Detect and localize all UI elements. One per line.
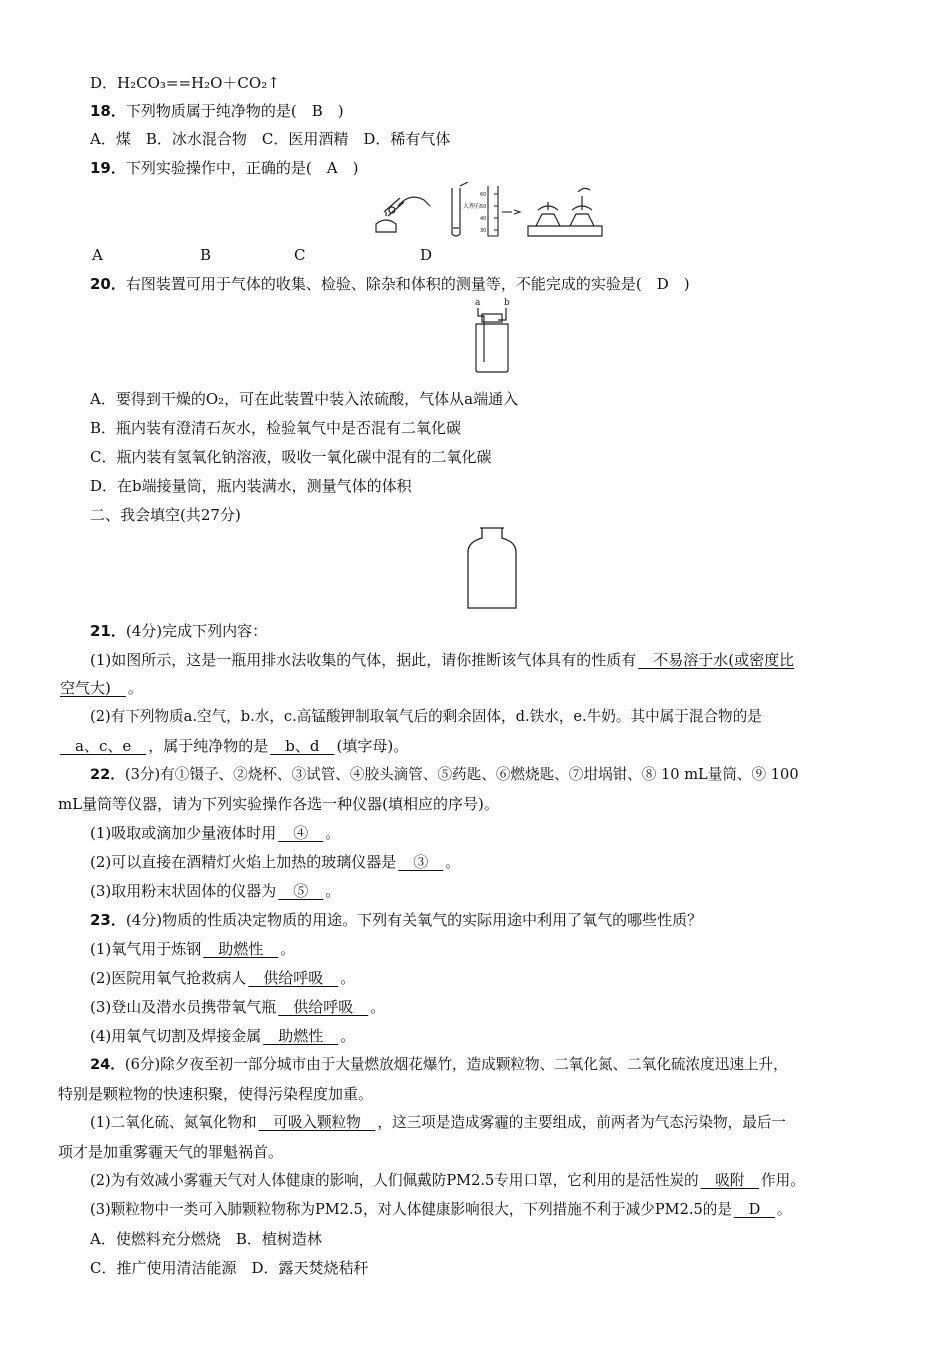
q23-part4-text: (4)用氧气切割及焊接金属 [90, 1027, 262, 1045]
q19-scale-30: 30 [480, 228, 487, 234]
q17-option-d: D．H₂CO₃==H₂O＋CO₂↑ [90, 74, 280, 92]
q22-part2 [90, 851, 460, 873]
q23-part2-end: 。 [340, 969, 356, 987]
q22-part3-end: 。 [325, 882, 341, 900]
q20-close: ) [668, 275, 690, 293]
q24-part2-text: (2)为有效减小雾霾天气对人体健康的影响，人们佩戴防PM2.5专用口罩，它利用的是活性炭的 [90, 1172, 699, 1189]
q21-part2-cont [58, 735, 408, 757]
q18-close: ) [322, 102, 344, 120]
q19-text: 下列实验操作中，正确的是( [125, 159, 327, 177]
q20-answer: D [656, 275, 669, 293]
q23-stem [90, 909, 702, 931]
q19-scale-60: 60 [480, 192, 487, 198]
q20-option-d: D．在b端接量筒，瓶内装满水，测量气体的体积 [90, 477, 412, 495]
balance-drawing [528, 188, 602, 236]
q19-number: 19． [90, 159, 126, 177]
q22-part2-end: 。 [445, 853, 461, 871]
q22-part2-text: (2)可以直接在酒精灯火焰上加热的玻璃仪器是 [90, 853, 397, 871]
q23-part2-answer: 供给呼吸 [248, 969, 339, 987]
q24-part3-answer: D [734, 1201, 775, 1218]
q19-scale-40: 40 [480, 216, 487, 222]
q24-part1 [90, 1112, 786, 1134]
q24-part2 [90, 1170, 805, 1192]
q24-number: 24． [90, 1056, 125, 1073]
q24-part3-text: (3)颗粒物中一类可入肺颗粒物称为PM2.5，对人体健康影响很大，下列措施不利于减少PM2.5的是 [90, 1201, 732, 1218]
q18-options: A．煤 B．冰水混合物 C．医用酒精 D．稀有气体 [90, 130, 451, 148]
q21-part2-end: (填字母)。 [336, 737, 409, 755]
q24-part2-end: 作用。 [761, 1172, 805, 1189]
q20-port-b: b [504, 298, 510, 308]
q21-part2-text: (2)有下列物质a.空气，b.水，c.高锰酸钾制取氧气后的剩余固体，d.铁水，e.牛奶。其中属于混合物的是 [90, 708, 762, 725]
q22-part3-text: (3)取用粉末状固体的仪器为 [90, 882, 277, 900]
q22-part1-text: (1)吸取或滴加少量液体时用 [90, 824, 277, 842]
q20-text: 右图装置可用于气体的收集、检验、除杂和体积的测量等，不能完成的实验是( [125, 275, 657, 293]
q19-answer: A [326, 159, 338, 177]
q23-part1-answer: 助燃性 [203, 940, 279, 958]
q21-part2 [90, 706, 762, 728]
q22-part1-answer: ④ [278, 824, 324, 842]
q20-option-b: B．瓶内装有澄清石灰水，检验氧气中是否混有二氧化碳 [90, 419, 462, 437]
q19-figure [370, 182, 610, 240]
q24-part1-answer: 可吸入颗粒物 [258, 1114, 376, 1131]
q21-part1-text: (1)如图所示，这是一瓶用排水法收集的气体，据此，请你推断该气体具有的性质有 [90, 651, 637, 669]
q22-part3-answer: ⑤ [278, 882, 324, 900]
q23-part1 [90, 938, 295, 960]
q22-stem-cont: mL量筒等仪器，请为下列实验操作各选一种仪器(填相应的序号)。 [58, 795, 499, 813]
q24-part1-text: (1)二氧化硫、氮氧化物和 [90, 1114, 257, 1131]
q23-part2 [90, 967, 355, 989]
q23-text: (4分)物质的性质决定物质的用途。下列有关氧气的实际用途中利用了氧气的哪些性质？ [125, 911, 703, 929]
q22-part1-end: 。 [325, 824, 341, 842]
q23-part3-end: 。 [370, 998, 386, 1016]
q21-number: 21． [90, 622, 126, 640]
q20-option-a: A．要得到干燥的O₂，可在此装置中装入浓硫酸，气体从a端通入 [90, 390, 519, 408]
q23-part3-answer: 供给呼吸 [278, 998, 369, 1016]
q21-part2-mid: ，属于纯净物的是 [148, 737, 269, 755]
q19-stem [90, 157, 358, 179]
q20-stem [90, 273, 690, 295]
q21-gas-jar-figure [464, 524, 520, 614]
q23-part3 [90, 996, 385, 1018]
q19-label-c: C [294, 246, 306, 264]
q24-part3-end: 。 [776, 1201, 792, 1218]
q24-part1-end: ，这三项是造成雾霾的主要组成，前两者为气态污染物，最后一 [377, 1114, 787, 1131]
q21-part1-end: 。 [127, 679, 143, 697]
q20-option-c: C．瓶内装有氢氧化钠溶液，吸收一氧化碳中混有的二氧化碳 [90, 448, 492, 466]
q23-part1-text: (1)氧气用于炼钢 [90, 940, 202, 958]
q19-scale-50: 50 [480, 204, 487, 210]
q21-part1-answer-a: 不易溶于水(或密度比 [638, 651, 795, 669]
q24-text-a: (6分)除夕夜至初一部分城市由于大量燃放烟花爆竹，造成颗粒物、二氧化氮、二氧化硫浓度迅速上升， [124, 1056, 788, 1073]
q22-part1 [90, 822, 340, 844]
q24-options-cd: C．推广使用清洁能源 D．露天焚烧秸秆 [90, 1259, 369, 1277]
q21-part1-answer-b: 空气大) [60, 679, 126, 697]
q19-label-d: D [420, 246, 433, 264]
q21-text: (4分)完成下列内容： [125, 622, 268, 640]
q22-text-a: (3分)有①镊子、②烧杯、③试管、④胶头滴管、⑤药匙、⑥燃烧匙、⑦坩埚钳、⑧ 10 mL量筒、⑨ 100 [124, 766, 799, 783]
q19-label-a: A [92, 246, 103, 264]
q22-part3 [90, 880, 340, 902]
q21-part1 [90, 649, 796, 671]
q24-part2-answer: 吸附 [700, 1172, 760, 1189]
q24-stem-cont: 特别是颗粒物的快速积聚，使得污染程度加重。 [58, 1085, 374, 1103]
section-2-title: 二、我会填空(共27分) [90, 506, 241, 524]
graduated-cylinder-drawing [488, 186, 520, 236]
q22-part2-answer: ③ [398, 853, 444, 871]
q24-part3 [90, 1199, 792, 1221]
q18-text: 下列物质属于纯净物的是( [125, 102, 312, 120]
q18-answer: B [311, 102, 323, 120]
q19-marble-label: 大理石 [463, 203, 482, 210]
q21-stem [90, 620, 267, 642]
q23-part2-text: (2)医院用氧气抢救病人 [90, 969, 247, 987]
q22-stem [90, 764, 799, 786]
q21-part2-answer-mixture: a、c、e [60, 737, 147, 755]
q23-part3-text: (3)登山及潜水员携带氧气瓶 [90, 998, 277, 1016]
alcohol-lamp-drawing [376, 197, 430, 232]
q20-port-a: a [475, 298, 481, 308]
q24-part1-cont: 项才是加重雾霾天气的罪魁祸首。 [58, 1143, 284, 1161]
q21-part1-cont [58, 677, 143, 699]
q20-number: 20． [90, 275, 126, 293]
q23-part4-end: 。 [340, 1027, 356, 1045]
q24-options-ab: A．使燃料充分燃烧 B．植树造林 [90, 1230, 322, 1248]
q23-part1-end: 。 [280, 940, 296, 958]
q18-number: 18． [90, 102, 126, 120]
q24-stem [90, 1054, 788, 1076]
q20-gas-bottle-figure [462, 296, 522, 376]
q18-stem [90, 100, 344, 122]
q19-label-b: B [200, 246, 212, 264]
q23-part4-answer: 助燃性 [263, 1027, 339, 1045]
q22-number: 22． [90, 766, 125, 783]
q23-number: 23． [90, 911, 126, 929]
q21-part2-answer-pure: b、d [270, 737, 335, 755]
q19-close: ) [337, 159, 359, 177]
q23-part4 [90, 1025, 355, 1047]
